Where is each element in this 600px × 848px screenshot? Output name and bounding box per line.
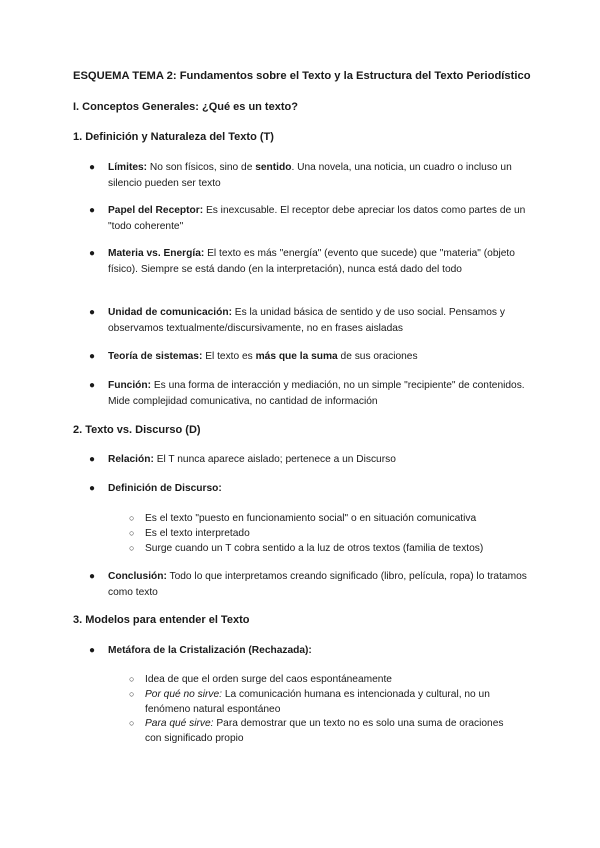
subsection-heading-modelos: 3. Modelos para entender el Texto: [73, 614, 250, 626]
item-label: Límites:: [108, 162, 148, 173]
item-label: Conclusión:: [108, 571, 167, 582]
list-item-definicion-discurso: [89, 481, 529, 497]
list-item-materia-energia: ● Materia vs. Energía: El texto es más "energía" (evento que sucede) que "materia" (objeto físico). Siempre se está dando (en la interpretación), nunca está dado del todo: [89, 248, 515, 275]
sub-list-item: ○ Idea de que el orden surge del caos espontáneamente: [129, 674, 392, 685]
list-item-funcion: ● Función: Es una forma de interacción y mediación, no un simple "recipiente" de contenidos. Mide complejidad comunicativa, no cantidad de información: [89, 380, 525, 407]
sub-list-item: ○ Es el texto "puesto en funcionamiento social" o en situación comunicativa: [129, 513, 477, 524]
sub-bullet-icon: ○: [129, 528, 135, 538]
bullet-icon: ●: [89, 571, 96, 582]
sub-bullet-icon: ○: [129, 689, 135, 699]
bullet-icon: ●: [89, 380, 96, 391]
bullet-icon: ●: [89, 205, 96, 216]
sub-bullet-icon: ○: [129, 543, 135, 553]
sub-list-item: ○ Para qué sirve: Para demostrar que un texto no es solo una suma de oraciones con significado propio: [129, 718, 504, 744]
sub-list-item: ○ Surge cuando un T cobra sentido a la luz de otros textos (familia de textos): [129, 543, 484, 554]
bullet-icon: ●: [89, 351, 96, 362]
list-item-metafora: [89, 643, 529, 659]
subsection-heading-texto-discurso: 2. Texto vs. Discurso (D): [73, 424, 201, 436]
list-item-conclusion: ● Conclusión: Todo lo que interpretamos creando significado (libro, película, ropa) lo tratamos como texto: [89, 571, 527, 598]
sub-bullet-icon: ○: [129, 718, 135, 728]
list-item-limites: ● Límites: No son físicos, sino de sentido. Una novela, una noticia, un cuadro o incluso un silencio pueden ser texto: [89, 162, 512, 189]
item-label: Papel del Receptor:: [108, 205, 204, 216]
list-item-unidad-comunicacion: ● Unidad de comunicación: Es la unidad básica de sentido y de uso social. Pensamos y observamos textualmente/discursivamente, no en frases aisladas: [89, 307, 505, 334]
bullet-icon: ●: [89, 307, 96, 318]
item-label: Unidad de comunicación:: [108, 307, 232, 318]
list-item-relacion: ● Relación: El T nunca aparece aislado; pertenece a un Discurso: [89, 452, 529, 468]
item-label: Metáfora de la Cristalización (Rechazada):: [108, 645, 312, 656]
sub-list-item: ○ Es el texto interpretado: [129, 528, 250, 539]
list-item-teoria-sistemas: ● Teoría de sistemas: El texto es más que la suma de sus oraciones: [89, 349, 529, 365]
bullet-icon: ●: [89, 483, 96, 494]
bullet-icon: ●: [89, 248, 96, 259]
item-label: Función:: [108, 380, 152, 391]
item-label: Definición de Discurso:: [108, 483, 222, 494]
bullet-icon: ●: [89, 454, 96, 465]
item-label: Teoría de sistemas:: [108, 351, 203, 362]
sub-bullet-icon: ○: [129, 674, 135, 684]
document-title: ESQUEMA TEMA 2: Fundamentos sobre el Texto y la Estructura del Texto Periodístico: [73, 70, 531, 82]
section-heading-conceptos: I. Conceptos Generales: ¿Qué es un texto?: [73, 101, 298, 113]
bullet-icon: ●: [89, 162, 96, 173]
sub-bullet-icon: ○: [129, 513, 135, 523]
list-item-papel-receptor: ● Papel del Receptor: Es inexcusable. El receptor debe apreciar los datos como partes de un "todo coherente": [89, 205, 526, 232]
item-label: Relación:: [108, 454, 154, 465]
item-label: Materia vs. Energía:: [108, 248, 205, 259]
bullet-icon: ●: [89, 645, 96, 656]
subsection-heading-definicion: 1. Definición y Naturaleza del Texto (T): [73, 131, 274, 143]
sub-list-item: ○ Por qué no sirve: La comunicación humana es intencionada y cultural, no un fenómeno natural espontáneo: [129, 689, 490, 715]
